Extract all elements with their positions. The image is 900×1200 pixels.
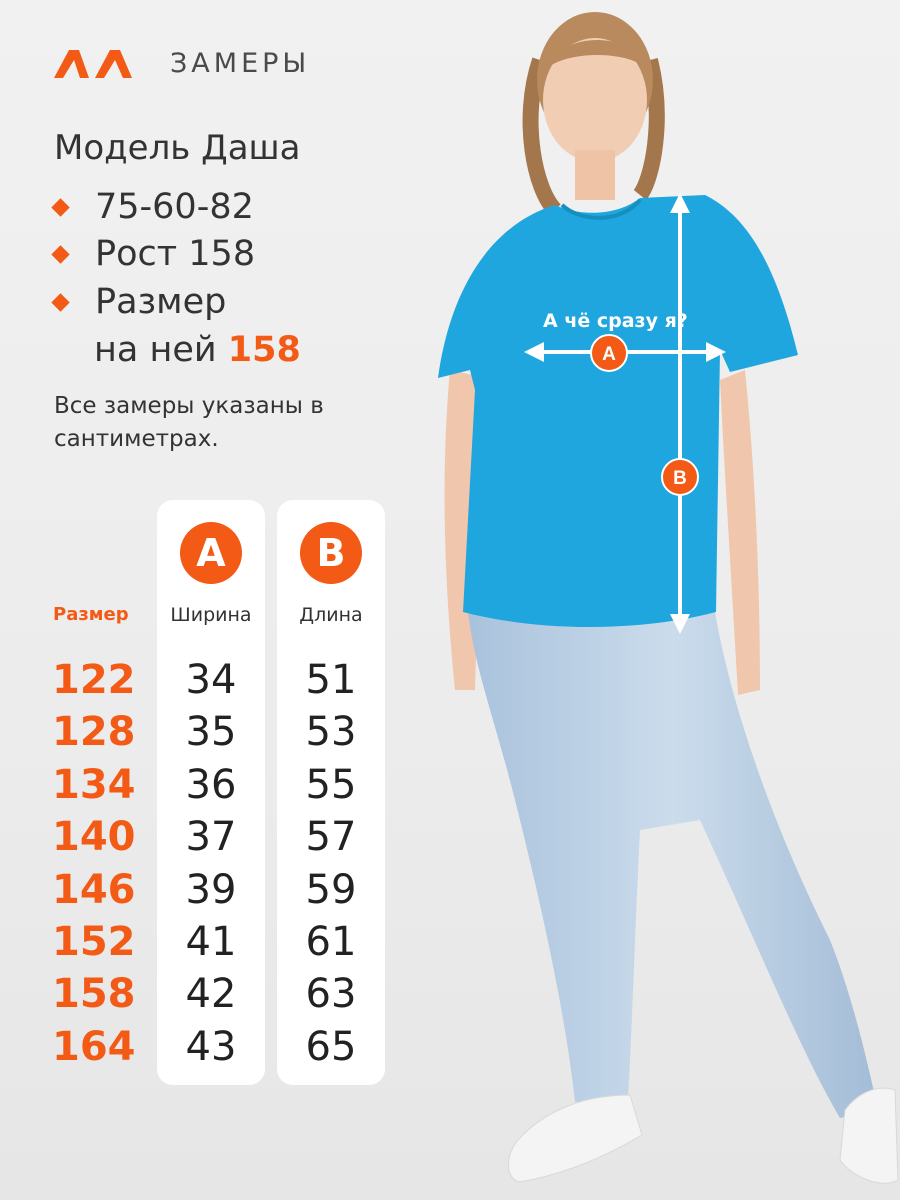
marker-a-badge: A [180, 522, 242, 584]
width-value: 43 [185, 1023, 237, 1070]
size-value: 128 [52, 709, 136, 756]
size-column [52, 654, 152, 1073]
width-column-header: Ширина [170, 604, 252, 626]
size-value: 134 [52, 761, 136, 808]
length-value: 63 [305, 971, 357, 1018]
length-values [277, 654, 385, 1073]
measurements-value: 75-60-82 [95, 187, 254, 227]
length-value: 61 [305, 918, 357, 965]
width-value: 39 [185, 866, 237, 913]
width-value: 42 [185, 971, 237, 1018]
height-value: Рост 158 [95, 234, 256, 274]
length-value: 51 [305, 657, 357, 703]
model-name: Модель Даша [54, 128, 301, 168]
size-column-header: Размер [53, 604, 129, 625]
units-note: Все замеры указаны в сантиметрах. [54, 393, 324, 452]
width-value: 37 [185, 814, 237, 861]
length-column-header: Длина [299, 604, 363, 626]
model-photo [400, 0, 900, 1200]
measurements-item [54, 187, 254, 227]
size-worn-prefix: на ней [94, 330, 217, 370]
size-value: 146 [52, 866, 136, 913]
brand-logo-icon [54, 50, 132, 78]
width-value: 41 [185, 918, 237, 965]
length-value: 59 [305, 866, 357, 913]
tshirt-print-text: А чё сразу я? [543, 310, 688, 332]
length-value: 57 [305, 814, 357, 861]
section-title: ЗАМЕРЫ [170, 48, 311, 79]
height-item [54, 234, 255, 274]
marker-b-badge: B [300, 522, 362, 584]
diamond-bullet-icon [51, 245, 69, 263]
size-value: 158 [52, 971, 136, 1018]
length-value: 55 [305, 761, 357, 808]
width-value: 36 [185, 761, 237, 808]
marker-b-label: B [673, 468, 687, 489]
size-worn-line [94, 330, 301, 370]
size-value: 122 [52, 657, 136, 703]
length-value: 53 [305, 709, 357, 756]
size-value: 164 [52, 1023, 136, 1070]
diamond-bullet-icon [51, 293, 69, 311]
size-value: 140 [52, 814, 136, 861]
width-value: 35 [185, 709, 237, 756]
size-worn-value: 158 [227, 330, 301, 370]
marker-a-label: A [602, 344, 616, 365]
length-value: 65 [305, 1023, 357, 1070]
width-values [157, 654, 265, 1073]
width-column-card [157, 500, 265, 1085]
diamond-bullet-icon [51, 198, 69, 216]
length-column-card [277, 500, 385, 1085]
width-value: 34 [185, 657, 237, 703]
size-value: 152 [52, 918, 136, 965]
size-label: Размер [95, 282, 227, 322]
size-item [54, 282, 226, 322]
